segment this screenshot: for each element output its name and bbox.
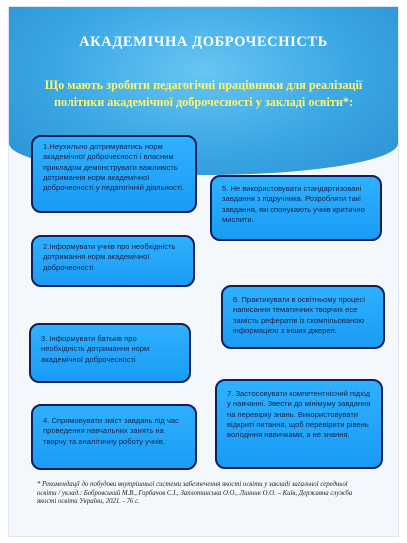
recommendation-3 bbox=[29, 323, 191, 383]
recommendation-6-text: 6. Практикувати в освітньому процесі написання тематичних творчих есе замість рефератів із скомпільованою інформацією з інших джерел. bbox=[233, 295, 365, 335]
recommendation-5-text: 5. Не використовувати стандартизовані завдання з підручника. Розробляти такі завдання, які спонукають учнів критично мислити. bbox=[222, 184, 365, 224]
recommendation-4 bbox=[31, 404, 197, 470]
recommendation-7-text: 7. Застосовувати компетентнісний підхід у навчанні. Звести до мінімуму завдання на перевірку знань. Використовувати відкриті питання, щоб перевірити рівень володіння навичками, а не знання. bbox=[227, 389, 371, 440]
recommendation-1-text: 1.Неухильно дотримуватись норм академічної доброчесності і власним прикладом демонструвати важливість дотримання норм академічної доброчесності у педагогічній діяльності. bbox=[43, 142, 185, 193]
page-subtitle: Що мають зробити педагогічні працівники для реалізації політики академічної доброчесності у закладі освіти*: bbox=[44, 78, 363, 109]
document-page bbox=[8, 6, 399, 537]
recommendation-5 bbox=[210, 175, 382, 241]
footnote: * Рекомендації до побудови внутрішньої системи забезпечення якості освіти у закладі загальної середньої освіти / уклад.: Бобровський М.В., Горбачов С.І., Заплотинська О.О., Линник О.О. – Київ, Державна служба якості освіти України, 2021. - 76 с. bbox=[37, 481, 353, 506]
recommendation-2-text: 2.Інформувати учнів про необхідність дотримання норм академічної доброчесності bbox=[43, 242, 176, 272]
recommendation-7 bbox=[215, 379, 383, 469]
recommendation-2 bbox=[31, 235, 195, 287]
recommendation-3-text: 3. Інформувати батьків про необхідність дотримання норм академічної доброчесності bbox=[41, 334, 150, 364]
recommendation-6 bbox=[221, 285, 385, 349]
recommendation-1 bbox=[31, 135, 197, 213]
recommendation-4-text: 4. Спрямовувати зміст завдань під час проведення навчальних занять на творчу та аналітичну роботу учнів. bbox=[43, 416, 179, 446]
page-title: АКАДЕМІЧНА ДОБРОЧЕСНІСТЬ bbox=[79, 34, 328, 50]
